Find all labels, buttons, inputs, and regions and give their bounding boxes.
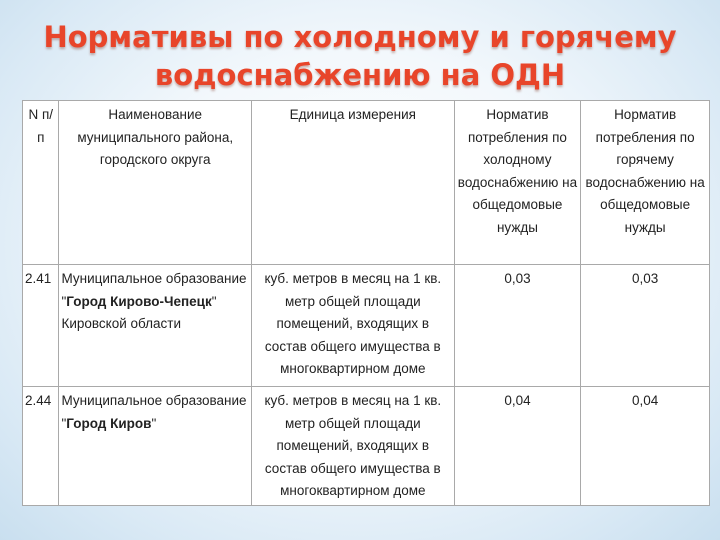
row-unit: куб. метров в месяц на 1 кв. метр общей площади помещений, входящих в состав общего имущества в многоквартирном доме (251, 387, 454, 506)
row-name-prefix: Муниципальное образование " (61, 393, 247, 431)
table-row (23, 387, 710, 506)
row-name-prefix: Муниципальное образование " (61, 271, 247, 309)
row-num: 2.44 (23, 387, 59, 506)
table-row (23, 265, 710, 387)
slide-title-line-2: водоснабжению на ОДН (154, 58, 566, 92)
slide-title (0, 18, 720, 94)
row-cold: 0,03 (454, 265, 581, 387)
header-unit: Единица измерения (251, 101, 454, 265)
row-name-bold: Город Киров (66, 415, 152, 431)
row-cold: 0,04 (454, 387, 581, 506)
row-name-suffix: " Кировской области (61, 293, 217, 332)
row-name (59, 265, 252, 387)
norms-table (22, 100, 710, 506)
table-header-row (23, 101, 710, 265)
header-cold: Норматив потребления по холодному водоснабжению на общедомовые нужды (454, 101, 581, 265)
row-hot: 0,03 (581, 265, 710, 387)
header-hot: Норматив потребления по горячему водоснабжению на общедомовые нужды (581, 101, 710, 265)
row-hot: 0,04 (581, 387, 710, 506)
header-name: Наименование муниципального района, городского округа (59, 101, 252, 265)
header-num: N п/п (23, 101, 59, 265)
row-name-bold: Город Кирово-Чепецк (66, 293, 212, 309)
row-unit: куб. метров в месяц на 1 кв. метр общей площади помещений, входящих в состав общего имущества в многоквартирном доме (251, 265, 454, 387)
row-name-suffix: " (151, 415, 157, 431)
row-name (59, 387, 252, 506)
slide-title-line-1: Нормативы по холодному и горячему (43, 20, 677, 54)
row-num: 2.41 (23, 265, 59, 387)
